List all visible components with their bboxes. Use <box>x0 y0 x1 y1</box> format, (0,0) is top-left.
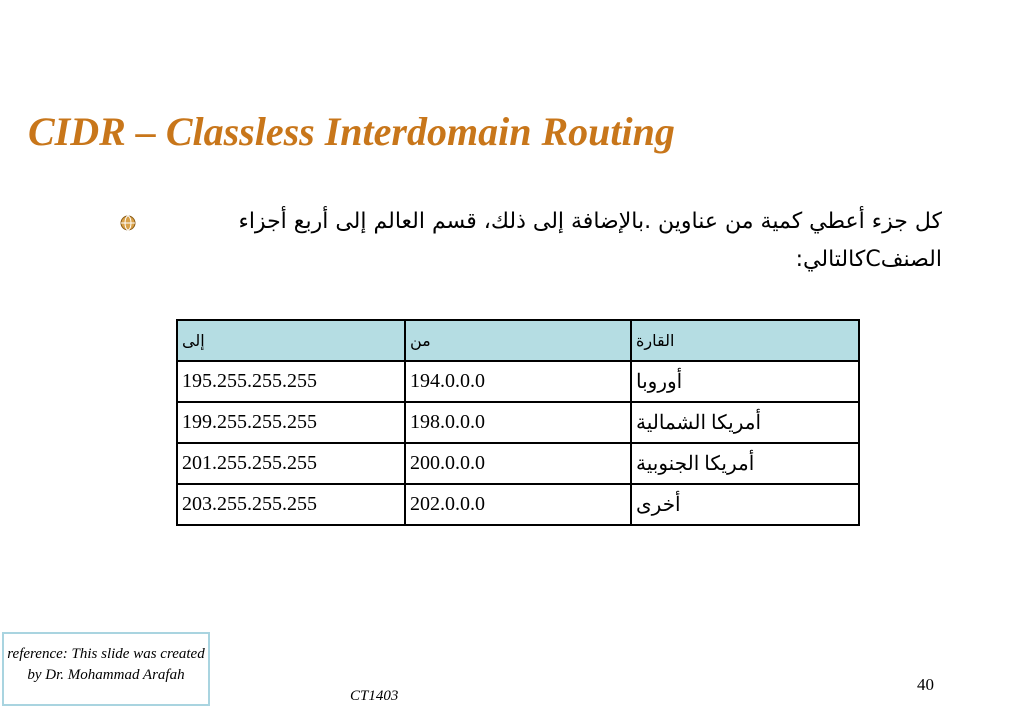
table-row <box>177 402 859 443</box>
cell-continent: أوروبا <box>631 361 859 402</box>
cell-to: 199.255.255.255 <box>177 402 405 443</box>
table-row <box>177 361 859 402</box>
table-row <box>177 484 859 525</box>
cell-to: 201.255.255.255 <box>177 443 405 484</box>
cell-continent: أخرى <box>631 484 859 525</box>
cell-continent: أمريكا الشمالية <box>631 402 859 443</box>
page-number: 40 <box>917 675 934 694</box>
cell-from: 194.0.0.0 <box>405 361 631 402</box>
bullet-text <box>152 203 942 279</box>
header-from: من <box>405 320 631 361</box>
reference-note: reference: This slide was created by Dr. Mohammad Arafah <box>2 632 210 706</box>
table-header-row <box>177 320 859 361</box>
cell-from: 198.0.0.0 <box>405 402 631 443</box>
table-row <box>177 443 859 484</box>
course-code: CT1403 <box>350 688 399 704</box>
header-continent: القارة <box>631 320 859 361</box>
cell-to: 203.255.255.255 <box>177 484 405 525</box>
slide-title: CIDR – Classless Interdomain Routing <box>28 109 675 154</box>
cell-continent: أمريكا الجنوبية <box>631 443 859 484</box>
cidr-ranges-table <box>176 319 860 526</box>
header-to: إلى <box>177 320 405 361</box>
bullet-line-2: الصنفCكالتالي: <box>795 247 942 272</box>
cell-from: 200.0.0.0 <box>405 443 631 484</box>
cell-from: 202.0.0.0 <box>405 484 631 525</box>
bullet-line-1: كل جزء أعطي كمية من عناوين .بالإضافة إلى ذلك، قسم العالم إلى أربع أجزاء <box>238 209 942 234</box>
cell-to: 195.255.255.255 <box>177 361 405 402</box>
globe-bullet-icon <box>120 215 136 231</box>
